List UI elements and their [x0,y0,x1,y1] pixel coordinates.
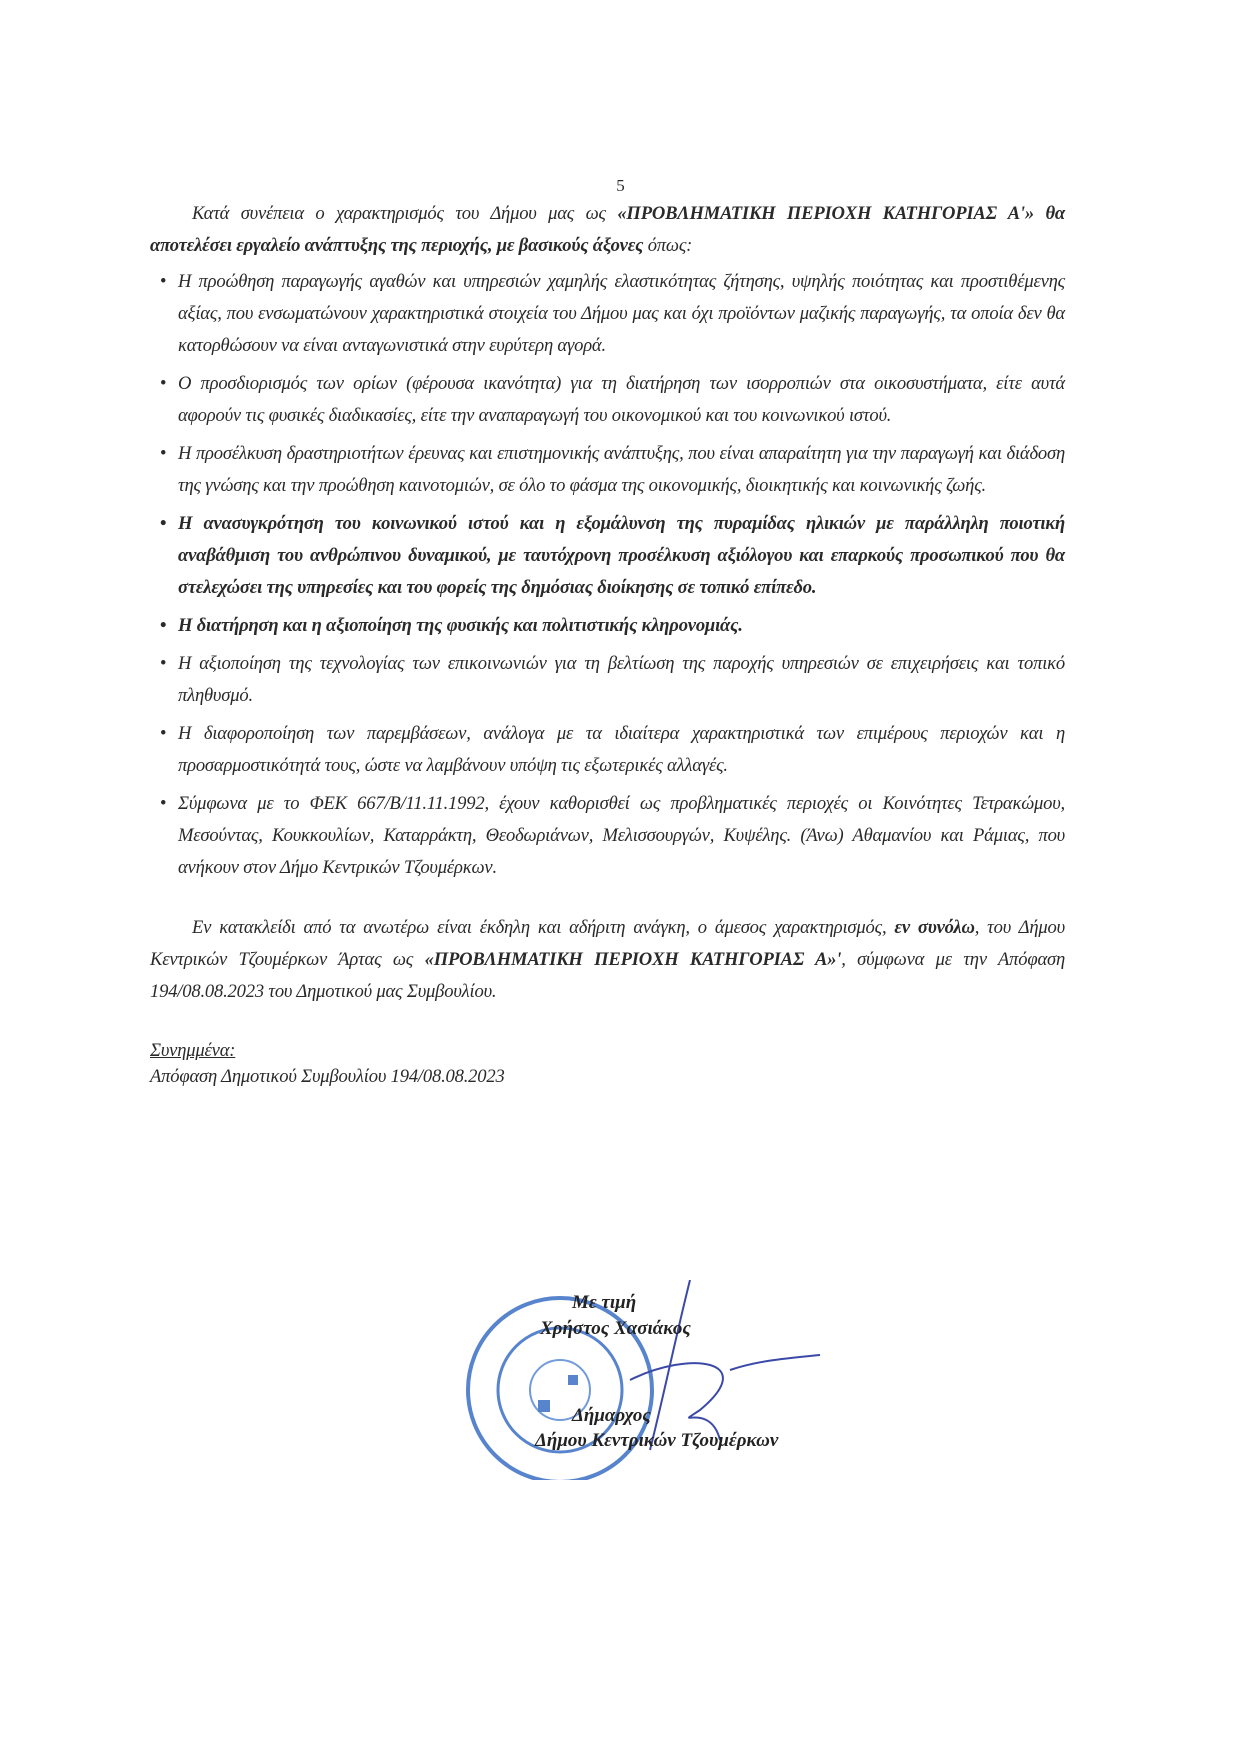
intro-text: Κατά συνέπεια ο χαρακτηρισμός του Δήμου μας ως [192,203,618,224]
conclusion-text: , του Δήμου Κεντρικών Τζουμέρκων Άρτας ως [150,917,1065,970]
list-item: • Η αξιοποίηση της τεχνολογίας των επικοινωνιών για τη βελτίωση της παροχής υπηρεσιών σε επιχειρήσεις και τοπικό πληθυσμό. [150,648,1065,712]
conclusion-paragraph [150,912,1065,1008]
signatory-organization: Δήμου Κεντρικών Τζουμέρκων [535,1430,779,1451]
signatory-title: Δήμαρχος [572,1405,651,1426]
list-item: • Η ανασυγκρότηση του κοινωνικού ιστού και η εξομάλυνση της πυραμίδας ηλικιών με παράλληλη ποιοτική αναβάθμιση του ανθρώπινου δυναμικού, με ταυτόχρονη προσέλκυση αξιόλογου και επαρκούς προσωπικού που θα στελεχώσει της υπηρεσίες και του φορείς της δημόσιας διοίκησης σε τοπικό επίπεδο. [150,508,1065,604]
attachments [150,1038,1065,1090]
attachment-item: Απόφαση Δημοτικού Συμβουλίου 194/08.08.2023 [150,1066,505,1087]
conclusion-bold: «ΠΡΟΒΛΗΜΑΤΙΚΗ ΠΕΡΙΟΧΗ ΚΑΤΗΓΟΡΙΑΣ Α»' [424,949,842,970]
list-item: • Η προσέλκυση δραστηριοτήτων έρευνας και επιστημονικής ανάπτυξης, που είναι απαραίτητη για την παραγωγή και διάδοση της γνώσης και την προώθηση καινοτομιών, σε όλο το φάσμα της οικονομικής, διοικητικής και κοινωνικής ζωής. [150,438,1065,502]
list-item: • Η διαφοροποίηση των παρεμβάσεων, ανάλογα με τα ιδιαίτερα χαρακτηριστικά των επιμέρους περιοχών και η προσαρμοστικότητά τους, ώστε να λαμβάνουν υπόψη τις εξωτερικές αλλαγές. [150,718,1065,782]
intro-paragraph [150,198,1065,262]
signature-icon [630,1280,820,1450]
intro-bold-text: «ΠΡΟΒΛΗΜΑΤΙΚΗ ΠΕΡΙΟΧΗ ΚΑΤΗΓΟΡΙΑΣ Α'» θα αποτελέσει εργαλείο ανάπτυξης της περιοχής, με βασικούς άξονες [150,203,1065,256]
page-number: 5 [616,176,625,195]
conclusion-text: Εν κατακλείδι από τα ανωτέρω είναι έκδηλη και αδήριτη ανάγκη, ο άμεσος χαρακτηρισμός, [192,917,895,938]
list-item: • Η διατήρηση και η αξιοποίηση της φυσικής και πολιτιστικής κληρονομιάς. [150,610,1065,642]
signatory-name: Χρήστος Χασιάκος [540,1318,691,1339]
conclusion-bold: εν συνόλω [894,917,975,938]
list-item: • Η προώθηση παραγωγής αγαθών και υπηρεσιών χαμηλής ελαστικότητας ζήτησης, υψηλής ποιότητας και προστιθέμενης αξίας, που ενσωματώνουν χαρακτηριστικά στοιχεία του Δήμου μας και όχι προϊόντων μαζικής παραγωγής, τα οποία δεν θα κατορθώσουν να είναι ανταγωνιστικά στην ευρύτερη αγορά. [150,266,1065,362]
intro-text-end: όπως: [643,235,693,256]
list-item: • Σύμφωνα με το ΦΕΚ 667/Β/11.11.1992, έχουν καθορισθεί ως προβληματικές περιοχές οι Κοινότητες Τετρακώμου, Μεσούντας, Κουκκουλίων, Καταρράκτη, Θεοδωριάνων, Μελισσουργών, Κυψέλης. (Άνω) Αθαμανίου και Ράμιας, που ανήκουν στον Δήμο Κεντρικών Τζουμέρκων. [150,788,1065,884]
signature-block [460,1280,880,1480]
list-item: • Ο προσδιορισμός των ορίων (φέρουσα ικανότητα) για τη διατήρηση των ισορροπιών στα οικοσυστήματα, είτε αυτά αφορούν τις φυσικές διαδικασίες, είτε την αναπαραγωγή του οικονομικού και του κοινωνικού ιστού. [150,368,1065,432]
axes-list [150,266,1065,884]
document-body [150,198,1065,1090]
attachments-label: Συνημμένα: [150,1040,236,1061]
conclusion-text: , σύμφωνα με την Απόφαση 194/08.08.2023 του Δημοτικού μας Συμβουλίου. [150,949,1065,1002]
closing-text: Με τιμή [572,1292,637,1313]
